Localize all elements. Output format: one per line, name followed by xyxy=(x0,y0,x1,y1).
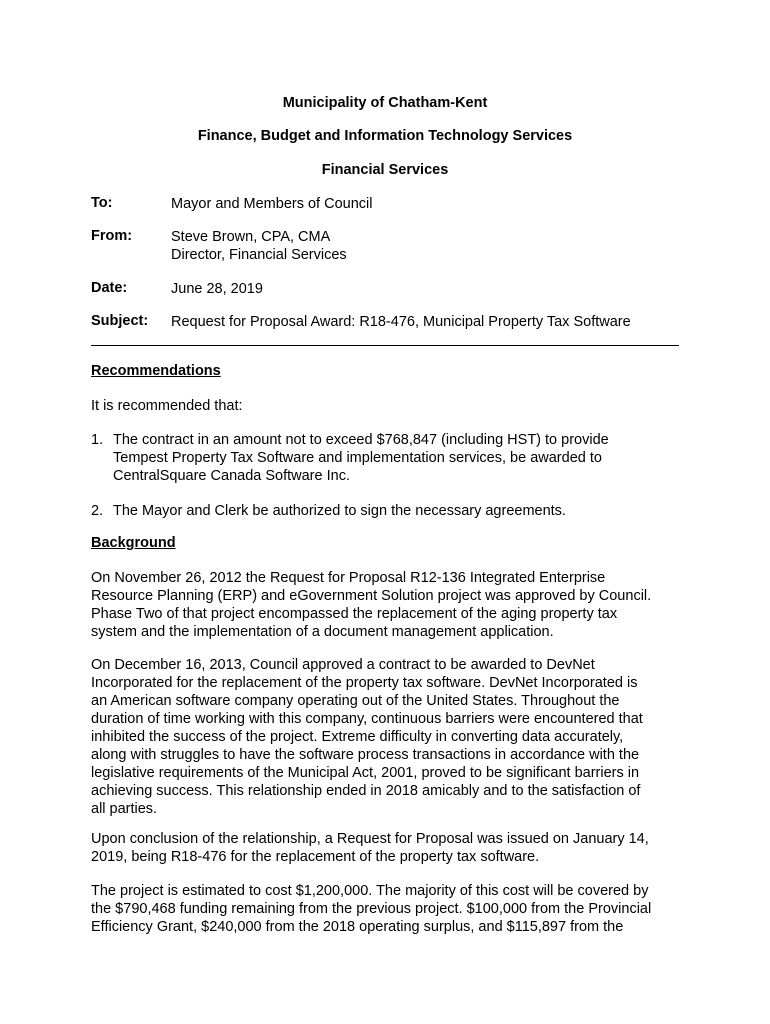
from-label: From: xyxy=(91,228,133,244)
paragraph-line: Resource Planning (ERP) and eGovernment Solution project was approved by Council. xyxy=(91,588,652,604)
subject-label: Subject: xyxy=(91,313,149,329)
paragraph-line: along with struggles to have the software process transactions in accordance with the xyxy=(91,747,640,763)
paragraph-line: the $790,468 funding remaining from the previous project. $100,000 from the Provincial xyxy=(91,901,652,917)
list-line: The Mayor and Clerk be authorized to sign the necessary agreements. xyxy=(113,503,566,519)
paragraph-line: inhibited the success of the project. Extreme difficulty in converting data accurately, xyxy=(91,729,624,745)
list-number: 1. xyxy=(91,432,104,448)
paragraph-line: an American software company operating out of the United States. Throughout the xyxy=(91,693,620,709)
paragraph-line: Upon conclusion of the relationship, a Request for Proposal was issued on January 14, xyxy=(91,831,649,847)
background-paragraph xyxy=(91,656,691,818)
recommendations-heading: Recommendations xyxy=(91,363,221,379)
department-title: Finance, Budget and Information Technology Services xyxy=(197,128,573,144)
to-label: To: xyxy=(91,195,113,211)
paragraph-line: On December 16, 2013, Council approved a contract to be awarded to DevNet xyxy=(91,657,595,673)
paragraph-line: achieving success. This relationship ended in 2018 amicably and to the satisfaction of xyxy=(91,783,641,799)
background-paragraph xyxy=(91,569,691,641)
paragraph-line: Incorporated for the replacement of the property tax software. DevNet Incorporated is xyxy=(91,675,638,691)
list-line: CentralSquare Canada Software Inc. xyxy=(113,468,350,484)
paragraph-line: all parties. xyxy=(91,801,158,817)
list-number: 2. xyxy=(91,503,104,519)
paragraph-line: Phase Two of that project encompassed the replacement of the aging property tax xyxy=(91,606,618,622)
header-divider xyxy=(91,345,679,346)
paragraph-line: legislative requirements of the Municipal Act, 2001, proved to be significant barriers in xyxy=(91,765,640,781)
background-paragraph xyxy=(91,830,691,866)
paragraph-line: On November 26, 2012 the Request for Proposal R12-136 Integrated Enterprise xyxy=(91,570,606,586)
date-label: Date: xyxy=(91,280,128,296)
background-heading: Background xyxy=(91,535,176,551)
paragraph-line: 2019, being R18-476 for the replacement of the property tax software. xyxy=(91,849,540,865)
subject-value: Request for Proposal Award: R18-476, Municipal Property Tax Software xyxy=(171,314,631,330)
organization-title: Municipality of Chatham-Kent xyxy=(282,95,488,111)
paragraph-line: system and the implementation of a document management application. xyxy=(91,624,554,640)
background-paragraph xyxy=(91,882,691,936)
paragraph-line: The project is estimated to cost $1,200,000. The majority of this cost will be covered by xyxy=(91,883,649,899)
recommendations-intro: It is recommended that: xyxy=(91,398,243,414)
list-line: Tempest Property Tax Software and implementation services, be awarded to xyxy=(113,450,602,466)
to-value: Mayor and Members of Council xyxy=(171,196,373,212)
from-name: Steve Brown, CPA, CMA xyxy=(171,229,331,245)
from-title: Director, Financial Services xyxy=(171,247,347,263)
list-line: The contract in an amount not to exceed $768,847 (including HST) to provide xyxy=(113,432,609,448)
paragraph-line: duration of time working with this company, continuous barriers were encountered that xyxy=(91,711,643,727)
paragraph-line: Efficiency Grant, $240,000 from the 2018 operating surplus, and $115,897 from the xyxy=(91,919,624,935)
division-title: Financial Services xyxy=(321,162,449,178)
date-value: June 28, 2019 xyxy=(171,281,263,297)
